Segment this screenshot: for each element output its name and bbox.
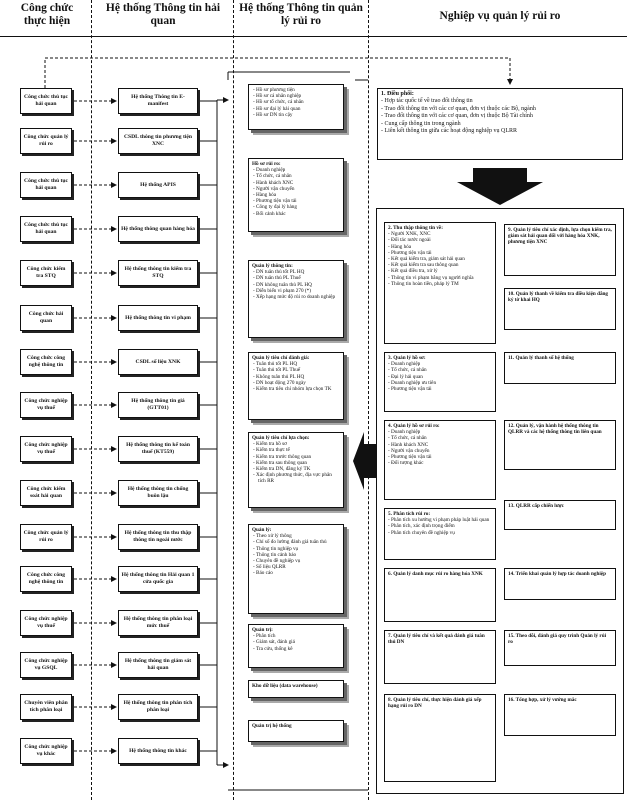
- rm-doc-title: Hồ sơ rủi ro:: [252, 161, 281, 167]
- rm-doc-item: - Theo xử lý thông: [258, 533, 340, 539]
- rm-doc-item: - Xác định phương thức, địa vực phân tích RR: [258, 472, 340, 484]
- header-rm-operations: Nghiệp vụ quản lý rủi ro: [439, 10, 561, 22]
- operation-item: - Kết quả điều tra, xử lý: [393, 268, 492, 274]
- operation-item: - Phân tích xu hướng vi phạm pháp luật hải quan: [393, 517, 492, 523]
- rm-doc-item: - Không tuân thủ PL HQ: [258, 374, 340, 380]
- rm-doc-list: [252, 361, 340, 392]
- down-arrow: [455, 168, 545, 206]
- operation-box: 10. Quản lý thanh về kiểm tra điều kiện đăng ký tờ khai HQ: [504, 288, 616, 330]
- rm-doc-item: - Tổ chức, cá nhân: [258, 173, 340, 179]
- operation-item: - Đối tác nước ngoài: [393, 237, 492, 243]
- coordination-title: 1. Điều phối:: [381, 91, 414, 97]
- rm-doc-item: - Bối cảnh khác: [258, 211, 340, 217]
- rm-doc-item: - Phương tiện vận tải: [258, 198, 340, 204]
- rm-doc-box: [248, 158, 344, 232]
- system-box: Hệ thống thông tin vi phạm: [118, 305, 198, 331]
- header-rm-info-system: Hệ thống Thông tin quản lý rủi ro: [239, 2, 363, 27]
- rm-doc-item: - Kiểm tra hồ sơ: [258, 441, 340, 447]
- operation-title: 6. Quản lý danh mục rủi ro hàng hóa XNK: [388, 571, 483, 577]
- rm-doc-title: Kho dữ liệu (data warehouse): [252, 683, 318, 689]
- operation-item: - Người vận chuyển: [393, 448, 492, 454]
- rm-doc-item: - DN tuân thủ PL Thuế: [258, 275, 340, 281]
- operation-item: - Tổ chức, cá nhân: [393, 435, 492, 441]
- officer-box: Công chức quản lý rủi ro: [20, 128, 72, 154]
- officer-box: Công chức hải quan: [20, 305, 72, 331]
- rm-doc-item: - Doanh nghiệp: [258, 167, 340, 173]
- system-box: Hệ thống thông tin thu thập thông tin ngoài nước: [118, 524, 198, 550]
- rm-doc-box: [248, 432, 344, 508]
- rm-doc-list: [252, 533, 340, 576]
- rm-doc-item: - Hành khách XNC: [258, 180, 340, 186]
- rm-doc-box: [248, 720, 344, 742]
- rm-doc-item: - Hàng hóa: [258, 192, 340, 198]
- coordination-item: - Hợp tác quốc tế về trao đổi thông tin: [386, 98, 619, 105]
- system-box: Hệ thống thông tin giá (GTT01): [118, 392, 198, 418]
- system-box: Hệ thống Thông tin E-manifest: [118, 88, 198, 114]
- operation-title: 8. Quản lý tiêu chí, thực hiện đánh giá xếp hạng rủi ro DN: [388, 697, 482, 710]
- operation-item: - Thông tin vi phạm bằng vụ người nghĩa: [393, 275, 492, 281]
- rm-doc-title: Quản trị:: [252, 627, 273, 633]
- operation-box: [384, 568, 496, 622]
- rm-doc-item: - Tuân thủ tốt PL Thuế: [258, 367, 340, 373]
- operation-title: 4. Quản lý hồ sơ rủi ro:: [388, 423, 440, 429]
- operation-item: - Phân tích, xác định trọng điểm: [393, 523, 492, 529]
- rm-doc-item: - Kiểm tra sau thông quan: [258, 460, 340, 466]
- rm-doc-box: [248, 624, 344, 668]
- rm-doc-list: [252, 87, 340, 118]
- rm-doc-item: - Hồ sơ đại lý hải quan: [258, 106, 340, 112]
- system-box: CSDL số liệu XNK: [118, 349, 198, 375]
- rm-doc-list: [252, 167, 340, 217]
- coordination-list: [381, 98, 619, 135]
- operation-item: - Phương tiện vận tải: [393, 386, 492, 392]
- rm-doc-item: - Giám sát, đánh giá: [258, 639, 340, 645]
- rm-doc-list: [252, 441, 340, 484]
- rm-doc-item: - Số liệu QLRR: [258, 564, 340, 570]
- operation-list: [388, 429, 492, 466]
- rm-doc-item: - Diễn biến vi phạm 270 (*): [258, 288, 340, 294]
- rm-doc-item: - Người vận chuyển: [258, 186, 340, 192]
- system-box: Hệ thống thông quan hàng hóa: [118, 216, 198, 242]
- operation-item: - Phân tích chuyên đề nghiệp vụ: [393, 530, 492, 536]
- operation-box: [384, 222, 496, 344]
- operation-box: 11. Quản lý thanh số hệ thống: [504, 352, 616, 384]
- rm-doc-item: - DN tuân thủ tốt PL HQ: [258, 269, 340, 275]
- coordination-item: - Trao đổi thông tin với các cơ quan, đơn vị thuộc các Bộ, ngành: [386, 106, 619, 113]
- operation-box: 13. QLRR cấp chiến lược: [504, 500, 616, 530]
- operation-box: [384, 352, 496, 412]
- rm-doc-item: - Phân tích: [258, 633, 340, 639]
- header-officers: Công chức thực hiện: [20, 2, 74, 27]
- rm-doc-item: - Báo cáo: [258, 570, 340, 576]
- operation-item: - Hành khách XNC: [393, 442, 492, 448]
- left-arrow: [352, 430, 378, 492]
- officer-box: Công chức công nghệ thông tin: [20, 349, 72, 375]
- operation-box: 14. Triển khai quản lý hợp tác doanh nghiệp: [504, 568, 616, 600]
- officer-box: Công chức thủ tục hải quan: [20, 216, 72, 242]
- rm-doc-item: - Công ty đại lý hàng: [258, 204, 340, 210]
- operation-item: - Thông tin hoàn tiền, pháp lý TM: [393, 281, 492, 287]
- system-box: Hệ thống thông tin kế toán thuế (KT559): [118, 436, 198, 462]
- system-box: Hệ thống thông tin chống buôn lậu: [118, 480, 198, 506]
- operation-title: 3. Quản lý hồ sơ:: [388, 355, 426, 361]
- officer-box: Công chức thủ tục hải quan: [20, 172, 72, 198]
- coordination-box: [377, 88, 623, 160]
- operation-item: - Kết quả kiểm tra sau thông quan: [393, 262, 492, 268]
- rm-doc-item: - Hồ sơ cá nhân nghiệp: [258, 93, 340, 99]
- operation-box: [384, 420, 496, 500]
- operation-item: - Đối tượng khác: [393, 460, 492, 466]
- rm-doc-title: Quản lý tiêu chí đánh giá:: [252, 355, 310, 361]
- operation-item: - Đại lý hải quan: [393, 374, 492, 380]
- system-box: Hệ thống thông tin giám sát hải quan: [118, 652, 198, 678]
- operation-item: - Người XNK, XNC: [393, 231, 492, 237]
- rm-doc-list: [252, 633, 340, 652]
- operation-box: 12. Quản lý, vận hành hệ thống thông tin QLRR và các hệ thống thông tin liên quan: [504, 420, 616, 470]
- rm-doc-item: - DN không tuân thủ PL HQ: [258, 282, 340, 288]
- operation-item: - Hàng hóa: [393, 244, 492, 250]
- operation-box: [384, 630, 496, 684]
- header-customs-info-systems: Hệ thống Thông tin hải quan: [105, 2, 221, 27]
- rm-doc-list: [252, 269, 340, 300]
- operation-item: - Doanh nghiệp: [393, 429, 492, 435]
- rm-doc-item: - Thông tin cảnh báo: [258, 552, 340, 558]
- officer-box: Công chức quản lý rủi ro: [20, 524, 72, 550]
- rm-doc-box: [248, 352, 344, 420]
- operation-box: [384, 694, 496, 782]
- rm-doc-item: - Kiểm tra trước thông quan: [258, 454, 340, 460]
- officer-box: Công chức thủ tục hải quan: [20, 88, 72, 114]
- operation-item: - Doanh nghiệp: [393, 361, 492, 367]
- rm-doc-item: - DN hoạt động 270 ngày: [258, 380, 340, 386]
- officer-box: Công chức kiểm soát hải quan: [20, 480, 72, 506]
- operation-box: 15. Theo dõi, đánh giá quy trình Quản lý rủi ro: [504, 630, 616, 666]
- operation-item: - Kết quả kiểm tra, giám sát hải quan: [393, 256, 492, 262]
- rm-doc-title: Quản lý:: [252, 527, 272, 533]
- rm-doc-item: - Tra cứu, thống kê: [258, 646, 340, 652]
- officer-box: Công chức nghiệp vụ thuế: [20, 610, 72, 636]
- rm-doc-box: [248, 524, 344, 614]
- rm-doc-box: [248, 84, 344, 130]
- rm-doc-item: - Chuyên đề nghiệp vụ: [258, 558, 340, 564]
- system-box: Hệ thống thông tin khác: [118, 738, 198, 764]
- operation-item: - Phương tiện vận tải: [393, 250, 492, 256]
- officer-box: Công chức kiểm tra STQ: [20, 260, 72, 286]
- coordination-item: - Liên kết thông tin giữa các hoạt động nghiệp vụ QLRR: [386, 128, 619, 135]
- operation-box: 9. Quản lý tiêu chí xác định, lựa chọn kiểm tra, giám sát hải quan đối với hàng hóa XNK, phương tiện XNC: [504, 224, 616, 276]
- operation-title: 2. Thu thập thông tin về:: [388, 225, 443, 231]
- rm-doc-item: - Thông tin nghiệp vụ: [258, 546, 340, 552]
- system-box: Hệ thống APIS: [118, 172, 198, 198]
- operation-box: 16. Tổng hợp, xử lý vướng mắc: [504, 694, 616, 736]
- officer-box: Công chức nghiệp vụ GSQL: [20, 652, 72, 678]
- system-box: Hệ thống thông tin phân tích phân loại: [118, 694, 198, 720]
- system-box: Hệ thống thông tin phân loại mức thuế: [118, 610, 198, 636]
- rm-doc-item: - Hồ sơ DN tin cậy: [258, 112, 340, 118]
- rm-doc-title: Quản lý thông tin:: [252, 263, 293, 269]
- operation-list: [388, 361, 492, 392]
- coordination-item: - Trao đổi thông tin với các cơ quan, đơn vị thuộc Bộ Tài chính: [386, 113, 619, 120]
- operation-item: - Doanh nghiệp ưu tiên: [393, 380, 492, 386]
- rm-doc-item: - Tuân thủ tốt PL HQ: [258, 361, 340, 367]
- rm-doc-item: - Hồ sơ tổ chức, cá nhân: [258, 99, 340, 105]
- system-box: CSDL thông tin phương tiện XNC: [118, 128, 198, 154]
- officer-box: Công chức nghiệp vụ khác: [20, 738, 72, 764]
- rm-doc-title: Quản lý tiêu chí lựa chọn:: [252, 435, 310, 441]
- operation-box: [384, 508, 496, 560]
- rm-doc-box: [248, 680, 344, 698]
- operation-list: [388, 517, 492, 536]
- rm-doc-item: - Hồ sơ phương tiện: [258, 87, 340, 93]
- rm-doc-item: - Kiểm tra DN, đăng ký TK: [258, 466, 340, 472]
- operation-list: [388, 231, 492, 287]
- rm-doc-item: - Xếp hạng mức độ rủi ro doanh nghiệp: [258, 294, 340, 300]
- operation-item: - Phương tiện vận tải: [393, 454, 492, 460]
- officer-box: Công chức nghiệp vụ thuế: [20, 436, 72, 462]
- rm-doc-box: [248, 260, 344, 338]
- officer-box: Chuyên viên phân tích phân loại: [20, 694, 72, 720]
- officer-box: Công chức nghiệp vụ thuế: [20, 392, 72, 418]
- operation-title: 7. Quản lý tiêu chí và kết quả đánh giá tuân thủ DN: [388, 633, 485, 646]
- rm-doc-item: - Chỉ số đo lường đánh giá tuân thủ: [258, 539, 340, 545]
- operation-item: - Tổ chức, cá nhân: [393, 367, 492, 373]
- rm-doc-item: - Kiểm tra tiêu chí nhóm lựa chọn TK: [258, 386, 340, 392]
- operation-title: 5. Phân tích rủi ro:: [388, 511, 431, 517]
- system-box: Hệ thống thông tin Hải quan 1 cửa quốc gia: [118, 566, 198, 592]
- rm-doc-item: - Kiểm tra thực tế: [258, 447, 340, 453]
- system-box: Hệ thống thông tin kiểm tra STQ: [118, 260, 198, 286]
- coordination-item: - Cung cấp thông tin trong ngành: [386, 121, 619, 128]
- rm-doc-title: Quản trị hệ thống: [252, 723, 292, 729]
- officer-box: Công chức công nghệ thông tin: [20, 566, 72, 592]
